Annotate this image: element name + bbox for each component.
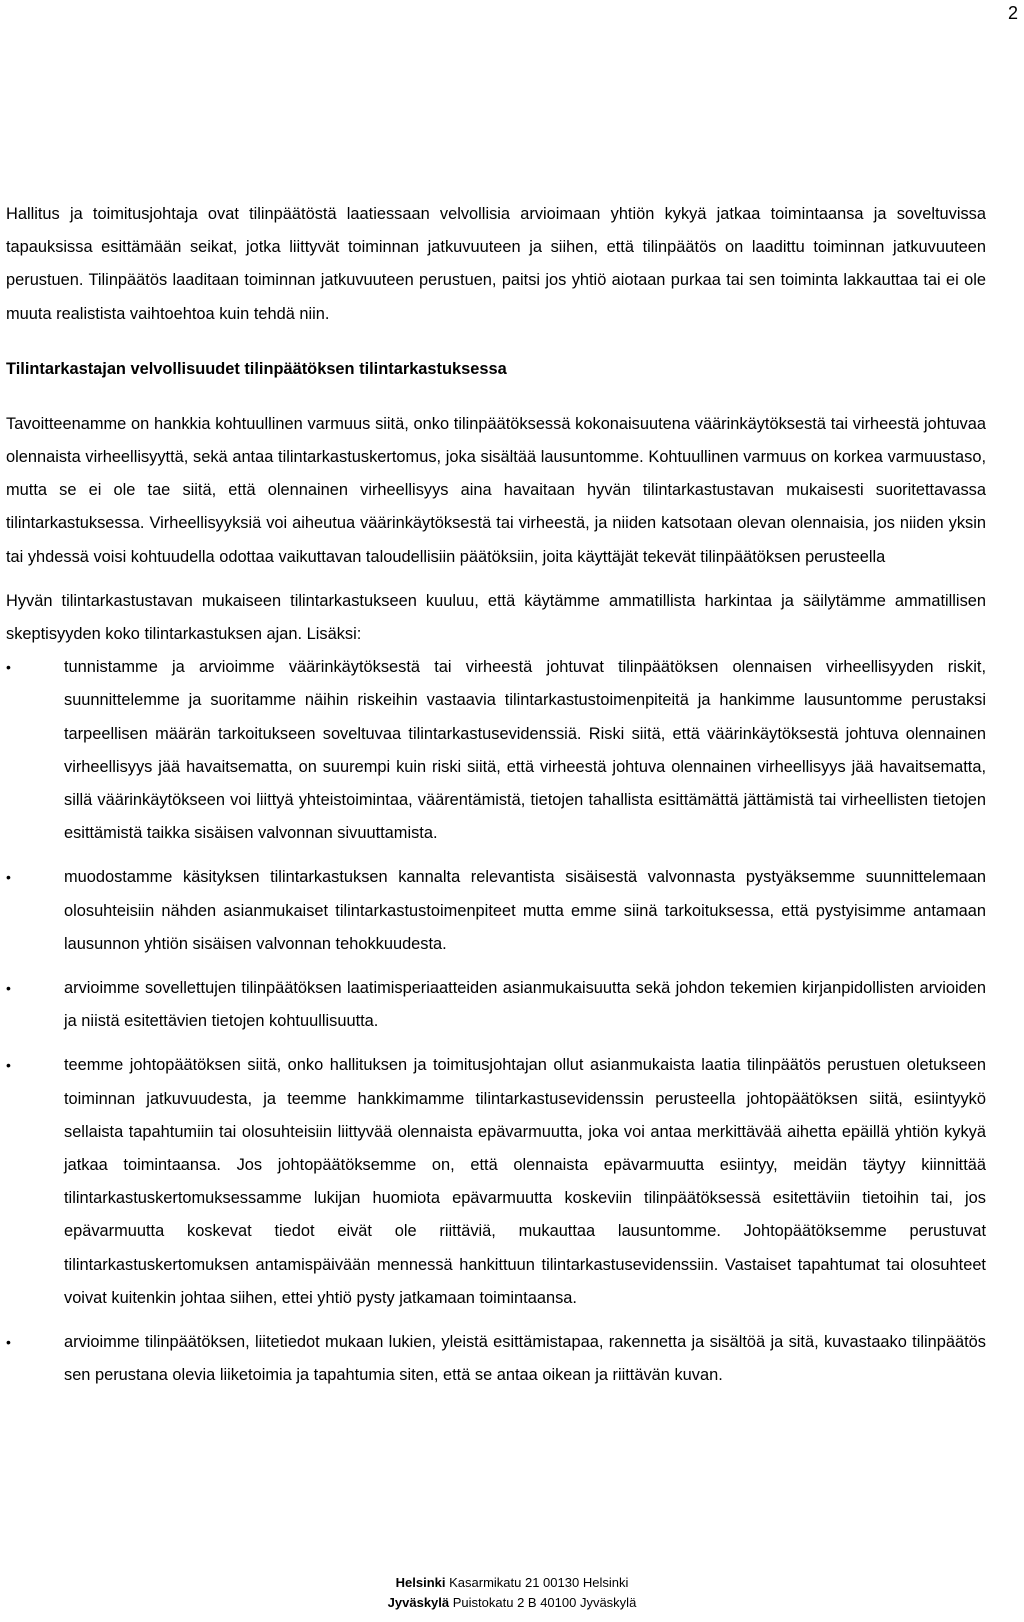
responsibility-paragraph: Hallitus ja toimitusjohtaja ovat tilinpäätöstä laatiessaan velvollisia arvioimaan yhtiön kykyä jatkaa toimintaansa ja soveltuvissa tapauksissa esittämään seikat, jotka liittyvät toiminnan jatkuvuuteen ja siihen, että tilinpäätös on laadittu toiminnan jatkuvuuteen perustuen. Tilinpäätös laaditaan toiminnan jatkuvuuteen perustuen, paitsi jos yhtiö aiotaan purkaa tai sen toiminta lakkauttaa tai ei ole muuta realistista vaihtoehtoa kuin tehdä niin. — [6, 205, 986, 323]
footer-helsinki-address: Kasarmikatu 21 00130 Helsinki — [449, 1575, 629, 1590]
bullet-icon: • — [6, 1057, 11, 1074]
judgement-paragraph: Hyvän tilintarkastustavan mukaiseen tilintarkastukseen kuuluu, että käytämme ammatillista harkintaa ja säilytämme ammatillisen skeptisyyden koko tilintarkastuksen ajan. Lisäksi: — [6, 591, 986, 644]
list-item-text: teemme johtopäätöksen siitä, onko hallituksen ja toimitusjohtajan ollut asianmukaista laatia tilinpäätös perustuen oletukseen toiminnan jatkuvuudesta, ja teemme hankkimamme tilintarkastusevidenssin perusteella johtopäätöksen siitä, esiintyykö sellaista tapahtumiin tai olosuhteisiin liittyvää olennaista epävarmuutta, joka voi antaa merkittävää aihetta epäillä yhtiön kykyä jatkaa toimintaansa. Jos johtopäätöksemme on, että olennaista epävarmuutta esiintyy, meidän täytyy kiinnittää tilintarkastuskertomuksessamme lukijan huomiota epävarmuutta koskeviin tilinpäätöksessä esitettäviin tietoihin tai, jos epävarmuutta koskevat tiedot eivät ole riittäviä, mukauttaa lausuntomme. Johtopäätöksemme perustuvat tilintarkastuskertomuksen antamispäivään mennessä hankittuun tilintarkastusevidenssiin. Vastaiset tapahtumat tai olosuhteet voivat kuitenkin johtaa siihen, ettei yhtiö pysty jatkamaan toimintaansa. — [64, 1056, 986, 1307]
list-item-text: tunnistamme ja arvioimme väärinkäytöksestä tai virheestä johtuvat tilinpäätöksen olennaisen virheellisyyden riskit, suunnittelemme ja suoritamme näihin riskeihin vastaavia tilintarkastustoimenpiteitä ja hankimme lausuntomme perustaksi tarpeellisen määrän tarkoitukseen soveltuvaa tilintarkastusevidenssiä. Riski siitä, että väärinkäytöksestä johtuva olennainen virheellisyys jää havaitsematta, on suurempi kuin riski siitä, että virheestä johtuva olennainen virheellisyys jää havaitsematta, sillä väärinkäytökseen voi liittyä yhteistoimintaa, väärentämistä, tietojen tahallista esittämättä jättämistä tai virheellisten tietojen esittämistä taikka sisäisen valvonnan sivuuttamista. — [64, 658, 986, 843]
list-item — [6, 861, 986, 961]
section-heading: Tilintarkastajan velvollisuudet tilinpäätöksen tilintarkastuksessa — [6, 359, 507, 378]
footer-jyvaskyla-label: Jyväskylä — [387, 1595, 450, 1610]
bullet-icon: • — [6, 869, 11, 886]
footer-line-jyvaskyla — [0, 1593, 1024, 1613]
list-item — [6, 1326, 986, 1392]
list-item-text: arvioimme tilinpäätöksen, liitetiedot mukaan lukien, yleistä esittämistapaa, rakennetta ja sisältöä ja sitä, kuvastaako tilinpäätös sen perustana olevia liiketoimia ja tapahtumia siten, että se antaa oikean ja riittävän kuvan. — [64, 1333, 986, 1385]
list-item-text: muodostamme käsityksen tilintarkastuksen kannalta relevantista sisäisestä valvonnasta pystyäksemme suunnittelemaan olosuhteisiin nähden asianmukaiset tilintarkastustoimenpiteet mutta emme siinä tarkoituksessa, että pystyisimme antamaan lausunnon yhtiön sisäisen valvonnan tehokkuudesta. — [64, 868, 986, 953]
list-item — [6, 972, 986, 1038]
footer-addresses — [0, 1573, 1024, 1613]
list-item — [6, 1049, 986, 1315]
footer-jyvaskyla-address: Puistokatu 2 B 40100 Jyväskylä — [452, 1595, 637, 1610]
footer-line-helsinki — [0, 1573, 1024, 1593]
page-number: 2 — [1007, 3, 1018, 23]
bullet-icon: • — [6, 980, 11, 997]
footer-helsinki-label: Helsinki — [395, 1575, 446, 1590]
objective-paragraph: Tavoitteenamme on hankkia kohtuullinen varmuus siitä, onko tilinpäätöksessä kokonaisuutena väärinkäytöksestä tai virheestä johtuvaa olennaista virheellisyyttä, sekä antaa tilintarkastuskertomus, joka sisältää lausuntomme. Kohtuullinen varmuus on korkea varmuustaso, mutta se ei ole tae siitä, että olennainen virheellisyys aina havaitaan hyvän tilintarkastustavan mukaisesti suoritettavassa tilintarkastuksessa. Virheellisyyksiä voi aiheutua väärinkäytöksestä tai virheestä, ja niiden katsotaan olevan olennaisia, jos niiden yksin tai yhdessä voisi kohtuudella odottaa vaikuttavan taloudellisiin päätöksiin, joita käyttäjät tekevät tilinpäätöksen perusteella — [6, 414, 986, 566]
document-body — [6, 198, 986, 1404]
list-item — [6, 651, 986, 850]
list-item-text: arvioimme sovellettujen tilinpäätöksen laatimisperiaatteiden asianmukaisuutta sekä johdon tekemien kirjanpidollisten arvioiden ja niistä esitettävien tietojen kohtuullisuutta. — [64, 979, 986, 1031]
procedures-list — [6, 651, 986, 1392]
bullet-icon: • — [6, 659, 11, 676]
bullet-icon: • — [6, 1334, 11, 1351]
